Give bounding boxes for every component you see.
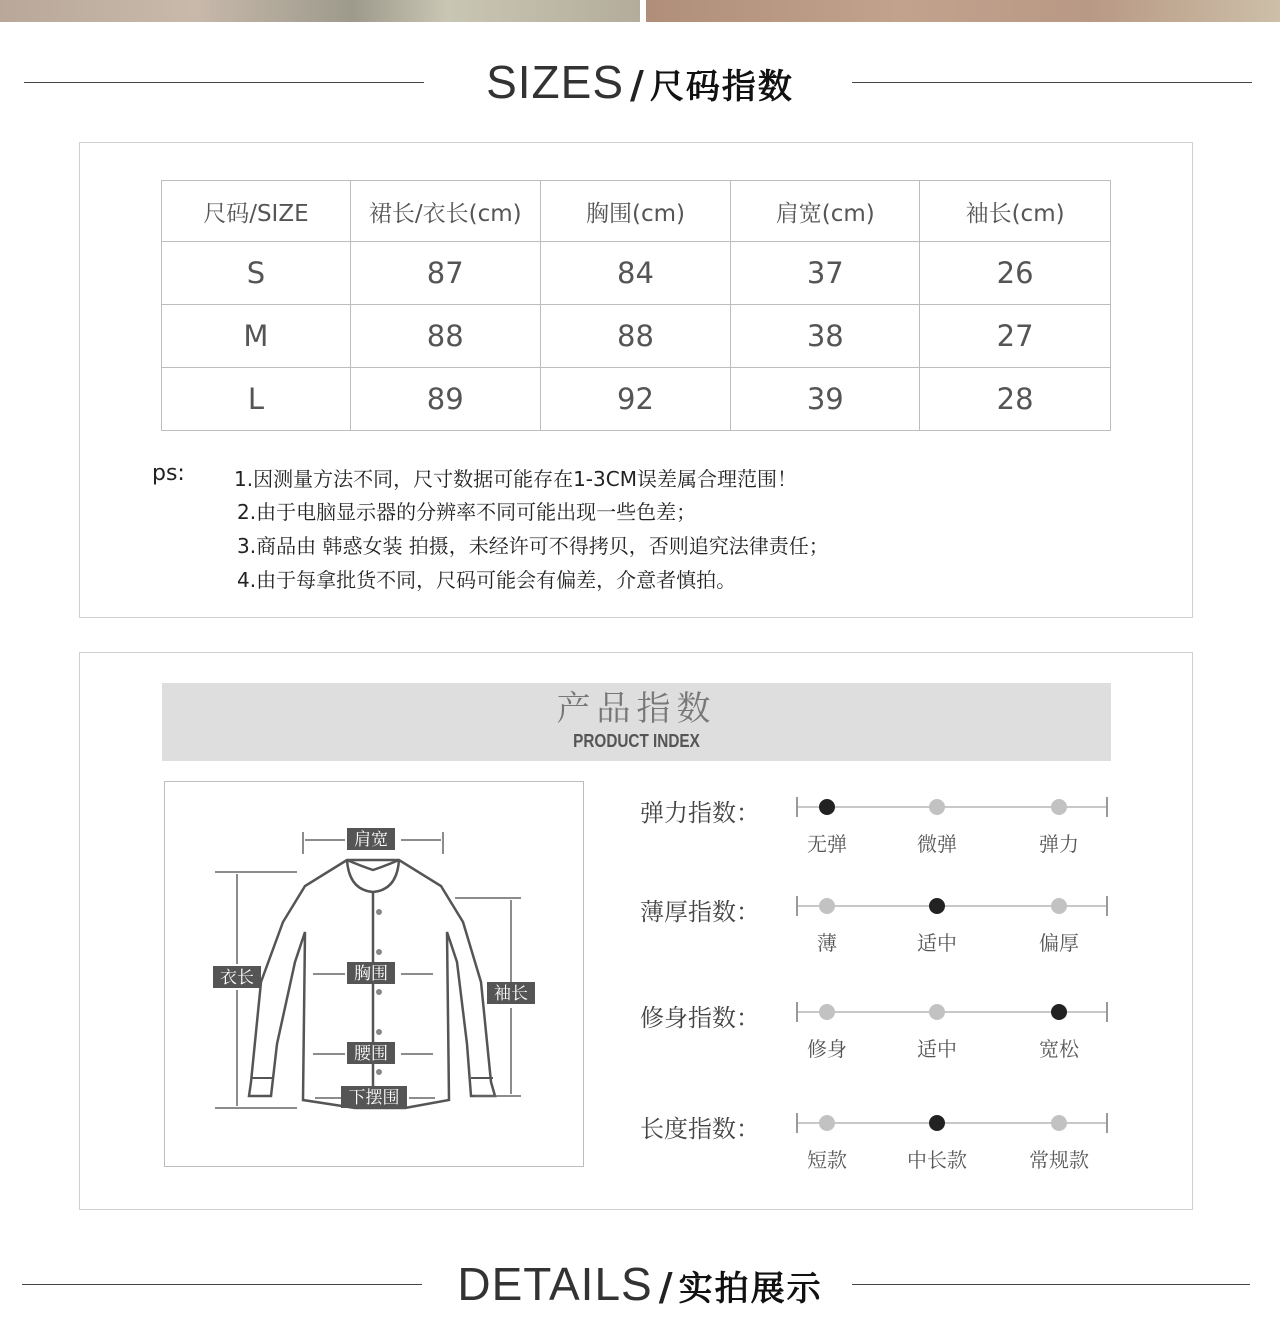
track-end-cap (1106, 1113, 1108, 1133)
track-end-cap (796, 896, 798, 916)
cell-shoulder: 37 (731, 242, 920, 305)
index-option: 宽松 (1039, 1037, 1079, 1061)
cell-size: L (162, 368, 351, 431)
product-photo-left (0, 0, 640, 22)
index-track (797, 1011, 1107, 1061)
index-dot (1051, 1004, 1067, 1020)
index-option: 微弹 (917, 832, 957, 856)
track-end-cap (796, 1002, 798, 1022)
index-dot (819, 898, 835, 914)
index-option: 适中 (917, 1037, 957, 1061)
note-line: 1.因测量方法不同，尺寸数据可能存在1-3CM误差属合理范围！ (234, 467, 797, 491)
table-row (162, 305, 1111, 368)
sizes-title-cn: 尺码指数 (649, 67, 794, 107)
index-dot (1051, 799, 1067, 815)
index-track (797, 806, 1107, 856)
cell-chest: 84 (540, 242, 731, 305)
track-end-cap (1106, 896, 1108, 916)
details-title-cn: 实拍展示 (678, 1269, 823, 1309)
cell-shoulder: 38 (731, 305, 920, 368)
index-option: 适中 (917, 931, 957, 955)
table-row (162, 242, 1111, 305)
garment-measurement-diagram (164, 781, 584, 1167)
index-option: 弹力 (1039, 832, 1079, 856)
details-title-slash: / (658, 1265, 673, 1309)
diagram-label-waist: 腰围 (354, 1044, 388, 1064)
details-title-en: DETAILS (457, 1258, 653, 1310)
table-row (162, 368, 1111, 431)
cell-length: 88 (350, 305, 540, 368)
header-shoulder: 肩宽(cm) (731, 181, 920, 242)
diagram-label-shoulder: 肩宽 (354, 830, 388, 850)
index-row-fit (640, 998, 1120, 1068)
cell-size: M (162, 305, 351, 368)
index-dot (1051, 898, 1067, 914)
track-end-cap (1106, 797, 1108, 817)
diagram-label-sleeve: 袖长 (494, 984, 528, 1004)
size-panel (79, 142, 1193, 618)
track-end-cap (1106, 1002, 1108, 1022)
note-line: 3.商品由 韩惑女装 拍摄，未经许可不得拷贝，否则追究法律责任； (237, 534, 829, 558)
header-length: 裙长/衣长(cm) (350, 181, 540, 242)
product-index-title-en: PRODUCT INDEX (573, 731, 700, 751)
header-size: 尺码/SIZE (162, 181, 351, 242)
cell-length: 87 (350, 242, 540, 305)
index-label: 修身指数： (640, 1004, 760, 1032)
details-section-title (0, 1254, 1280, 1314)
index-dot (819, 1115, 835, 1131)
index-dot (819, 799, 835, 815)
sizes-title-slash: / (630, 63, 644, 107)
cell-chest: 92 (540, 368, 731, 431)
shirt-outline-icon (165, 782, 583, 1166)
index-option: 中长款 (907, 1148, 967, 1172)
diagram-label-hem: 下摆围 (348, 1088, 400, 1108)
index-option: 偏厚 (1039, 931, 1079, 955)
index-label: 长度指数： (640, 1115, 760, 1143)
product-photo-strip (0, 0, 1280, 22)
index-option: 无弹 (807, 832, 847, 856)
index-option: 常规款 (1029, 1148, 1089, 1172)
index-row-elasticity (640, 793, 1120, 863)
index-row-length (640, 1109, 1120, 1179)
product-index-title-cn: 产品指数 (556, 689, 717, 729)
index-dot (929, 1115, 945, 1131)
note-line: 2.由于电脑显示器的分辨率不同可能出现一些色差； (237, 500, 697, 524)
diagram-label-length: 衣长 (220, 968, 254, 988)
index-track (797, 905, 1107, 955)
sizes-section-title (0, 52, 1280, 112)
index-option: 薄 (817, 931, 837, 955)
index-row-thickness (640, 892, 1120, 962)
notes-prefix: ps: (152, 461, 185, 486)
index-option: 短款 (807, 1148, 847, 1172)
track-end-cap (796, 1113, 798, 1133)
cell-sleeve: 27 (920, 305, 1111, 368)
cell-sleeve: 28 (920, 368, 1111, 431)
cell-size: S (162, 242, 351, 305)
track-end-cap (796, 797, 798, 817)
size-table (161, 180, 1111, 431)
index-label: 薄厚指数： (640, 898, 760, 926)
note-line: 4.由于每拿批货不同，尺码可能会有偏差，介意者慎拍。 (237, 568, 737, 592)
index-dot (929, 799, 945, 815)
index-dot (819, 1004, 835, 1020)
header-sleeve: 袖长(cm) (920, 181, 1111, 242)
diagram-label-chest: 胸围 (354, 964, 388, 984)
index-dot (929, 1004, 945, 1020)
product-photo-right (646, 0, 1280, 22)
index-dot (929, 898, 945, 914)
index-option: 修身 (807, 1037, 847, 1061)
cell-shoulder: 39 (731, 368, 920, 431)
cell-length: 89 (350, 368, 540, 431)
index-track (797, 1122, 1107, 1172)
product-index-panel (79, 652, 1193, 1210)
product-index-banner (162, 683, 1111, 761)
size-table-header-row (162, 181, 1111, 242)
index-dot (1051, 1115, 1067, 1131)
header-chest: 胸围(cm) (540, 181, 731, 242)
index-label: 弹力指数： (640, 799, 760, 827)
sizes-title-en: SIZES (486, 56, 625, 108)
cell-sleeve: 26 (920, 242, 1111, 305)
cell-chest: 88 (540, 305, 731, 368)
